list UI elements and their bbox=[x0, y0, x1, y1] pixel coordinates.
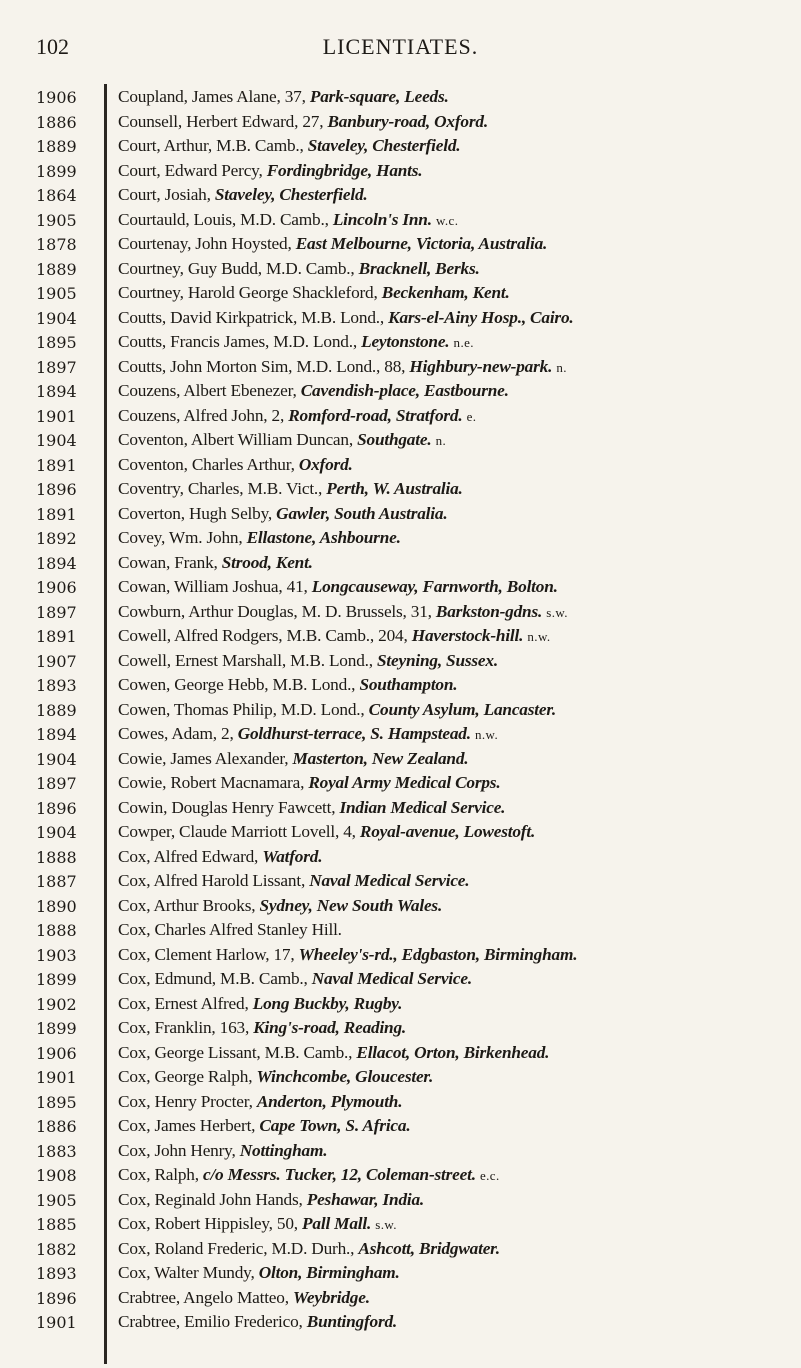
entry-text bbox=[118, 871, 795, 891]
list-item bbox=[0, 871, 801, 896]
entry-name: Courtney, Guy Budd, M.D. Camb., bbox=[118, 258, 359, 278]
entry-text bbox=[118, 161, 795, 181]
list-item bbox=[0, 773, 801, 798]
entry-text bbox=[118, 1067, 795, 1087]
entry-text bbox=[118, 994, 795, 1014]
entry-address: Sydney, New South Wales. bbox=[259, 895, 443, 915]
entry-name: Counsell, Herbert Edward, 27, bbox=[118, 111, 328, 131]
entry-year: 1906 bbox=[36, 1043, 77, 1063]
entry-name: Crabtree, Emilio Frederico, bbox=[118, 1312, 307, 1331]
entry-text bbox=[118, 700, 795, 720]
entry-address: County Asylum, Lancaster. bbox=[368, 699, 557, 719]
entry-name: Cox, Alfred Harold Lissant, bbox=[118, 871, 310, 890]
list-item bbox=[0, 724, 801, 749]
list-item bbox=[0, 259, 801, 284]
entry-year: 1901 bbox=[36, 406, 77, 426]
entry-address: Haverstock-hill. bbox=[411, 626, 524, 645]
list-item bbox=[0, 675, 801, 700]
list-item bbox=[0, 406, 801, 431]
entry-text bbox=[118, 577, 795, 597]
list-item bbox=[0, 626, 801, 651]
entry-year: 1899 bbox=[36, 1019, 77, 1038]
entry-name: Coventon, Albert William Duncan, bbox=[118, 430, 358, 449]
entry-text bbox=[118, 945, 795, 965]
entry-address: Gawler, South Australia. bbox=[276, 503, 448, 523]
entry-year: 1905 bbox=[36, 284, 77, 303]
entry-text bbox=[118, 1263, 795, 1283]
entry-address: Wheeley's-rd., Edgbaston, Birmingham. bbox=[298, 944, 578, 964]
list-item bbox=[0, 798, 801, 823]
entry-postal-district: n.w. bbox=[474, 727, 499, 742]
entry-name: Cox, Clement Harlow, 17, bbox=[118, 944, 299, 964]
entry-name: Coutts, David Kirkpatrick, M.B. Lond., bbox=[118, 307, 389, 327]
entry-name: Cowin, Douglas Henry Fawcett, bbox=[118, 797, 340, 817]
entry-text bbox=[118, 455, 795, 475]
entry-text bbox=[118, 724, 795, 744]
entry-address: Romford-road, Stratford. bbox=[288, 405, 463, 425]
entry-year: 1886 bbox=[36, 1117, 77, 1136]
list-item bbox=[0, 136, 801, 161]
entry-name: Crabtree, Angelo Matteo, bbox=[118, 1287, 293, 1307]
entry-address: Banbury-road, Oxford. bbox=[327, 111, 488, 131]
entry-text bbox=[118, 332, 795, 352]
list-item bbox=[0, 357, 801, 382]
entry-address: Weybridge. bbox=[292, 1287, 370, 1307]
entry-text bbox=[118, 210, 795, 230]
entry-name: Couzens, Alfred John, 2, bbox=[118, 405, 289, 425]
entry-name: Courtauld, Louis, M.D. Camb., bbox=[118, 209, 333, 229]
entry-year: 1894 bbox=[36, 382, 77, 401]
list-item bbox=[0, 700, 801, 725]
entry-year: 1864 bbox=[36, 186, 77, 205]
entry-address: Lincoln's Inn. bbox=[332, 209, 432, 229]
entry-year: 1878 bbox=[36, 235, 77, 254]
entry-text bbox=[118, 406, 795, 426]
entry-address: Southgate. bbox=[357, 430, 432, 449]
entry-name: Court, Josiah, bbox=[118, 185, 215, 204]
entry-text bbox=[118, 504, 795, 524]
entry-address: Staveley, Chesterfield. bbox=[214, 185, 368, 204]
entry-name: Cox, Arthur Brooks, bbox=[118, 895, 260, 915]
entry-year: 1905 bbox=[36, 1190, 77, 1210]
entry-year: 1896 bbox=[36, 1288, 77, 1308]
entry-address: Fordingbridge, Hants. bbox=[266, 160, 423, 180]
entry-text bbox=[118, 822, 795, 842]
entry-text bbox=[118, 1018, 795, 1038]
entry-postal-district: n.w. bbox=[527, 629, 551, 644]
entry-address: Ellastone, Ashbourne. bbox=[246, 528, 401, 547]
entry-postal-district: e. bbox=[466, 408, 477, 424]
entry-text bbox=[118, 1214, 795, 1234]
entry-name: Cox, Robert Hippisley, 50, bbox=[118, 1214, 303, 1233]
entry-text bbox=[118, 430, 795, 450]
entry-text bbox=[118, 283, 795, 303]
entry-name: Cox, Reginald John Hands, bbox=[118, 1189, 307, 1209]
entry-year: 1891 bbox=[36, 504, 77, 524]
entry-year: 1899 bbox=[36, 970, 77, 989]
entry-year: 1897 bbox=[36, 774, 77, 793]
entry-text bbox=[118, 675, 795, 695]
list-item bbox=[0, 1239, 801, 1264]
entry-name: Cox, Alfred Edward, bbox=[118, 846, 263, 866]
entry-text bbox=[118, 112, 795, 132]
entry-year: 1888 bbox=[36, 847, 77, 867]
entry-text bbox=[118, 87, 795, 107]
entry-name: Cox, Franklin, 163, bbox=[118, 1018, 254, 1037]
entry-address: c/o Messrs. Tucker, 12, Coleman-street. bbox=[202, 1165, 476, 1184]
entry-name: Courtenay, John Hoysted, bbox=[118, 234, 296, 253]
list-item bbox=[0, 112, 801, 137]
entry-year: 1906 bbox=[36, 578, 77, 597]
entry-name: Cox, John Henry, bbox=[118, 1140, 240, 1160]
entry-year: 1895 bbox=[36, 1092, 77, 1112]
entry-address: Steyning, Sussex. bbox=[377, 650, 498, 670]
entry-name: Cowell, Alfred Rodgers, M.B. Camb., 204, bbox=[118, 626, 412, 645]
list-item bbox=[0, 1263, 801, 1288]
entry-text bbox=[118, 1141, 795, 1161]
list-item bbox=[0, 210, 801, 235]
entry-year: 1889 bbox=[36, 259, 77, 279]
entry-name: Cox, Edmund, M.B. Camb., bbox=[118, 969, 312, 988]
entry-year: 1888 bbox=[36, 921, 77, 940]
entry-address: Pall Mall. bbox=[302, 1214, 372, 1233]
entry-name: Cowen, Thomas Philip, M.D. Lond., bbox=[118, 699, 369, 719]
list-item bbox=[0, 1092, 801, 1117]
entry-year: 1908 bbox=[36, 1166, 77, 1185]
entry-address: Olton, Birmingham. bbox=[258, 1263, 400, 1282]
entry-name: Couzens, Albert Ebenezer, bbox=[118, 381, 301, 400]
entry-year: 1897 bbox=[36, 602, 77, 622]
list-item bbox=[0, 969, 801, 994]
entry-name: Courtney, Harold George Shackleford, bbox=[118, 283, 382, 302]
entry-address: Kars-el-Ainy Hosp., Cairo. bbox=[388, 307, 574, 327]
entry-address: Strood, Kent. bbox=[221, 552, 313, 572]
entry-year: 1889 bbox=[36, 137, 77, 156]
list-item bbox=[0, 577, 801, 602]
entry-name: Coupland, James Alane, 37, bbox=[118, 87, 310, 106]
entry-text bbox=[118, 1043, 795, 1063]
entry-text bbox=[118, 896, 795, 916]
entry-postal-district: w.c. bbox=[435, 212, 459, 228]
entry-name: Court, Edward Percy, bbox=[118, 160, 267, 180]
list-item bbox=[0, 455, 801, 480]
list-item bbox=[0, 553, 801, 578]
entry-address: King's-road, Reading. bbox=[253, 1018, 407, 1037]
entry-year: 1890 bbox=[36, 896, 77, 916]
entry-name: Cowell, Ernest Marshall, M.B. Lond., bbox=[118, 650, 377, 670]
entry-text bbox=[118, 1165, 795, 1185]
entry-name: Coventry, Charles, M.B. Vict., bbox=[118, 479, 327, 498]
list-item bbox=[0, 1288, 801, 1313]
entry-year: 1904 bbox=[36, 308, 77, 328]
entry-year: 1906 bbox=[36, 88, 77, 107]
list-item bbox=[0, 1214, 801, 1239]
entry-name: Cox, George Lissant, M.B. Camb., bbox=[118, 1042, 357, 1062]
list-item bbox=[0, 651, 801, 676]
entry-text bbox=[118, 651, 795, 671]
entry-name: Coutts, John Morton Sim, M.D. Lond., 88, bbox=[118, 356, 410, 376]
entry-text bbox=[118, 357, 795, 377]
list-item bbox=[0, 234, 801, 259]
list-item bbox=[0, 381, 801, 406]
entry-year: 1895 bbox=[36, 333, 77, 352]
entry-year: 1885 bbox=[36, 1215, 77, 1234]
entry-year: 1896 bbox=[36, 798, 77, 818]
entry-year: 1899 bbox=[36, 161, 77, 181]
entry-year: 1896 bbox=[36, 480, 77, 499]
entry-postal-district: e.c. bbox=[479, 1168, 500, 1183]
entry-address: Long Buckby, Rugby. bbox=[252, 993, 403, 1013]
list-item bbox=[0, 308, 801, 333]
entry-address: Southampton. bbox=[359, 675, 458, 694]
entry-year: 1894 bbox=[36, 553, 77, 573]
entry-year: 1904 bbox=[36, 749, 77, 769]
entry-year: 1903 bbox=[36, 945, 77, 965]
entry-postal-district: n. bbox=[556, 359, 567, 375]
entry-text bbox=[118, 920, 795, 940]
entry-name: Cowan, William Joshua, 41, bbox=[118, 577, 312, 596]
entry-address: Royal Army Medical Corps. bbox=[308, 773, 501, 792]
entry-address: Longcauseway, Farnworth, Bolton. bbox=[311, 577, 558, 596]
entry-year: 1893 bbox=[36, 1264, 77, 1283]
entry-text bbox=[118, 798, 795, 818]
entry-text bbox=[118, 749, 795, 769]
entry-year: 1891 bbox=[36, 455, 77, 475]
entry-year: 1902 bbox=[36, 994, 77, 1014]
list-item bbox=[0, 430, 801, 455]
entry-name: Cowie, James Alexander, bbox=[118, 748, 293, 768]
list-item bbox=[0, 602, 801, 627]
entry-name: Cox, Ernest Alfred, bbox=[118, 993, 253, 1013]
entry-text bbox=[118, 553, 795, 573]
entry-year: 1905 bbox=[36, 210, 77, 230]
entry-postal-district: s.w. bbox=[546, 604, 568, 620]
list-item bbox=[0, 185, 801, 210]
list-item bbox=[0, 896, 801, 921]
entry-address: Park-square, Leeds. bbox=[309, 87, 449, 106]
entry-text bbox=[118, 1190, 795, 1210]
entry-address: Cape Town, S. Africa. bbox=[259, 1116, 411, 1135]
entry-text bbox=[118, 602, 795, 622]
list-item bbox=[0, 479, 801, 504]
page-title: LICENTIATES. bbox=[322, 34, 479, 59]
list-item bbox=[0, 504, 801, 529]
entry-text bbox=[118, 479, 795, 499]
entry-text bbox=[118, 1312, 795, 1332]
list-item bbox=[0, 945, 801, 970]
entry-name: Cowan, Frank, bbox=[118, 552, 222, 572]
entry-address: Highbury-new-park. bbox=[409, 356, 553, 376]
entry-name: Coverton, Hugh Selby, bbox=[118, 503, 277, 523]
entry-postal-district: n.e. bbox=[453, 335, 474, 350]
entry-year: 1901 bbox=[36, 1313, 77, 1332]
entry-text bbox=[118, 626, 795, 646]
entry-address: Indian Medical Service. bbox=[339, 797, 506, 817]
entry-name: Court, Arthur, M.B. Camb., bbox=[118, 136, 308, 155]
entry-name: Cox, Walter Mundy, bbox=[118, 1263, 259, 1282]
entry-name: Cowen, George Hebb, M.B. Lond., bbox=[118, 675, 360, 694]
entry-name: Cox, Charles Alfred Stanley Hill. bbox=[118, 920, 342, 939]
entry-address: Perth, W. Australia. bbox=[326, 479, 463, 498]
entry-address: Winchcombe, Gloucester. bbox=[256, 1067, 434, 1086]
entry-address: Cavendish-place, Eastbourne. bbox=[300, 381, 509, 400]
entry-name: Cowie, Robert Macnamara, bbox=[118, 773, 309, 792]
entry-name: Coutts, Francis James, M.D. Lond., bbox=[118, 332, 362, 351]
entry-year: 1882 bbox=[36, 1239, 77, 1259]
entry-postal-district: n. bbox=[435, 433, 447, 448]
entry-year: 1897 bbox=[36, 357, 77, 377]
list-item bbox=[0, 528, 801, 553]
list-item bbox=[0, 1067, 801, 1092]
entry-text bbox=[118, 259, 795, 279]
entry-text bbox=[118, 1288, 795, 1308]
entry-year: 1887 bbox=[36, 872, 77, 891]
list-item bbox=[0, 1141, 801, 1166]
entry-text bbox=[118, 381, 795, 401]
entry-year: 1904 bbox=[36, 431, 77, 450]
list-item bbox=[0, 749, 801, 774]
entry-name: Coventon, Charles Arthur, bbox=[118, 454, 299, 474]
list-item bbox=[0, 1018, 801, 1043]
entry-address: Naval Medical Service. bbox=[311, 969, 472, 988]
entry-year: 1889 bbox=[36, 700, 77, 720]
entry-year: 1886 bbox=[36, 112, 77, 132]
page-number: 102 bbox=[36, 34, 69, 59]
entry-text bbox=[118, 185, 795, 205]
entry-name: Covey, Wm. John, bbox=[118, 528, 247, 547]
list-item bbox=[0, 1312, 801, 1337]
list-item bbox=[0, 87, 801, 112]
entry-text bbox=[118, 1239, 795, 1259]
entry-text bbox=[118, 1092, 795, 1112]
entry-address: Ashcott, Bridgwater. bbox=[358, 1238, 500, 1258]
list-item bbox=[0, 1165, 801, 1190]
entry-year: 1901 bbox=[36, 1068, 77, 1087]
entry-address: Bracknell, Berks. bbox=[358, 258, 480, 278]
entry-address: Beckenham, Kent. bbox=[381, 283, 510, 302]
entry-address: Peshawar, India. bbox=[306, 1189, 425, 1209]
list-item bbox=[0, 920, 801, 945]
list-item bbox=[0, 822, 801, 847]
entry-year: 1893 bbox=[36, 676, 77, 695]
entry-address: Barkston-gdns. bbox=[435, 601, 543, 621]
entry-year: 1891 bbox=[36, 627, 77, 646]
entry-address: Watford. bbox=[262, 846, 323, 866]
list-item bbox=[0, 1043, 801, 1068]
licentiates-list bbox=[0, 87, 801, 1337]
entry-name: Cox, Ralph, bbox=[118, 1165, 203, 1184]
entry-text bbox=[118, 234, 795, 254]
entry-text bbox=[118, 136, 795, 156]
list-item bbox=[0, 1116, 801, 1141]
entry-name: Cox, George Ralph, bbox=[118, 1067, 257, 1086]
entry-address: Masterton, New Zealand. bbox=[292, 748, 469, 768]
entry-name: Cox, Roland Frederic, M.D. Durh., bbox=[118, 1238, 359, 1258]
entry-address: Naval Medical Service. bbox=[309, 871, 470, 890]
list-item bbox=[0, 994, 801, 1019]
list-item bbox=[0, 1190, 801, 1215]
entry-address: East Melbourne, Victoria, Australia. bbox=[295, 234, 548, 253]
entry-address: Nottingham. bbox=[239, 1140, 328, 1160]
list-item bbox=[0, 847, 801, 872]
entry-name: Cowburn, Arthur Douglas, M. D. Brussels, 31, bbox=[118, 601, 436, 621]
entry-address: Goldhurst-terrace, S. Hampstead. bbox=[237, 724, 471, 743]
list-item bbox=[0, 332, 801, 357]
list-item bbox=[0, 161, 801, 186]
list-item bbox=[0, 283, 801, 308]
entry-address: Staveley, Chesterfield. bbox=[307, 136, 461, 155]
entry-text bbox=[118, 773, 795, 793]
entry-name: Cowper, Claude Marriott Lovell, 4, bbox=[118, 822, 360, 841]
entry-postal-district: s.w. bbox=[375, 1217, 397, 1232]
entry-text bbox=[118, 1116, 795, 1136]
entry-year: 1883 bbox=[36, 1141, 77, 1161]
entry-year: 1892 bbox=[36, 529, 77, 548]
entry-address: Royal-avenue, Lowestoft. bbox=[359, 822, 536, 841]
entry-name: Cox, Henry Procter, bbox=[118, 1091, 257, 1111]
entry-address: Leytonstone. bbox=[361, 332, 450, 351]
entry-text bbox=[118, 847, 795, 867]
entry-name: Cox, James Herbert, bbox=[118, 1116, 260, 1135]
entry-address: Anderton, Plymouth. bbox=[256, 1091, 403, 1111]
entry-address: Ellacot, Orton, Birkenhead. bbox=[356, 1042, 550, 1062]
entry-year: 1894 bbox=[36, 725, 77, 744]
entry-name: Cowes, Adam, 2, bbox=[118, 724, 238, 743]
entry-address: Oxford. bbox=[298, 454, 353, 474]
entry-text bbox=[118, 308, 795, 328]
entry-text bbox=[118, 528, 795, 548]
entry-text bbox=[118, 969, 795, 989]
entry-address: Buntingford. bbox=[306, 1312, 398, 1331]
entry-year: 1904 bbox=[36, 823, 77, 842]
entry-year: 1907 bbox=[36, 651, 77, 671]
